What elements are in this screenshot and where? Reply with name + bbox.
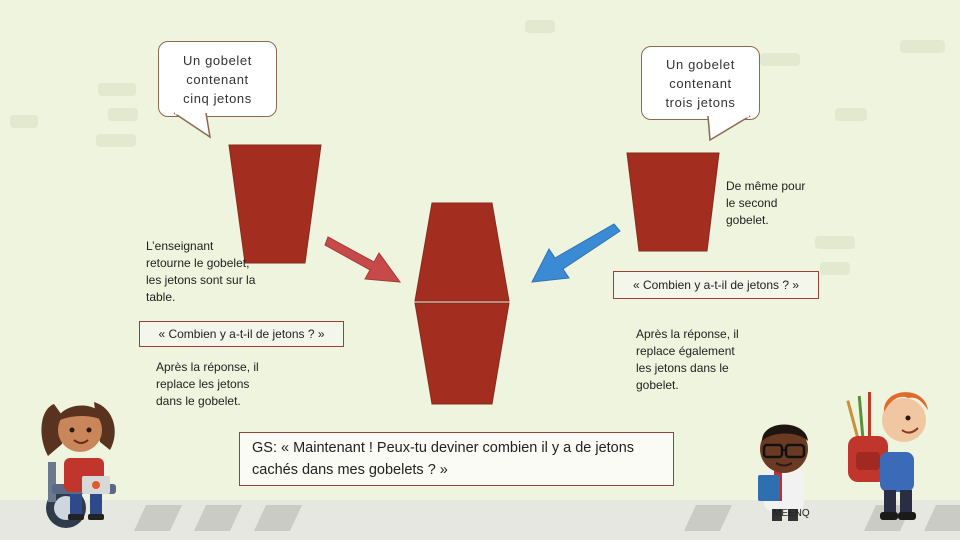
speech-bubble-tail — [706, 116, 756, 142]
arrow-red-icon — [326, 222, 406, 286]
background-dash — [815, 236, 855, 249]
background-dash — [900, 40, 945, 53]
speech-bubble-right: Un gobelet contenant trois jetons — [641, 46, 760, 120]
note-teacher-flip: L’enseignant retourne le gobelet, les jetons sont sur la table. — [146, 239, 256, 304]
cup-right-icon — [627, 153, 719, 253]
background-dash — [760, 53, 800, 66]
note-same-second: De même pour le second gobelet. — [726, 179, 806, 227]
background-dash — [108, 108, 138, 121]
note-after-answer-left: Après la réponse, il replace les jetons dans le gobelet. — [156, 360, 259, 408]
question-box-right: « Combien y a-t-il de jetons ? » — [613, 271, 819, 299]
gs-prompt-box: GS: « Maintenant ! Peux-tu deviner combien il y a de jetons cachés dans mes gobelets ? » — [239, 432, 674, 486]
stacked-cups-icon — [414, 203, 510, 405]
background-dash — [835, 108, 867, 121]
speech-bubble-tail — [174, 113, 214, 139]
question-box-left: « Combien y a-t-il de jetons ? » — [139, 321, 344, 347]
background-dash — [525, 20, 555, 33]
arrow-blue-icon — [530, 216, 618, 286]
background-dash — [96, 134, 136, 147]
background-dash — [98, 83, 136, 96]
background-dash — [10, 115, 38, 128]
note-after-answer-right: Après la réponse, il replace également les jetons dans le gobelet. — [636, 327, 739, 392]
girl-wheelchair-illustration — [34, 398, 144, 530]
credit-label: MEENQ — [773, 508, 810, 519]
background-dash — [820, 262, 850, 275]
boy-backpack-illustration — [842, 382, 942, 522]
speech-bubble-left: Un gobelet contenant cinq jetons — [158, 41, 277, 117]
